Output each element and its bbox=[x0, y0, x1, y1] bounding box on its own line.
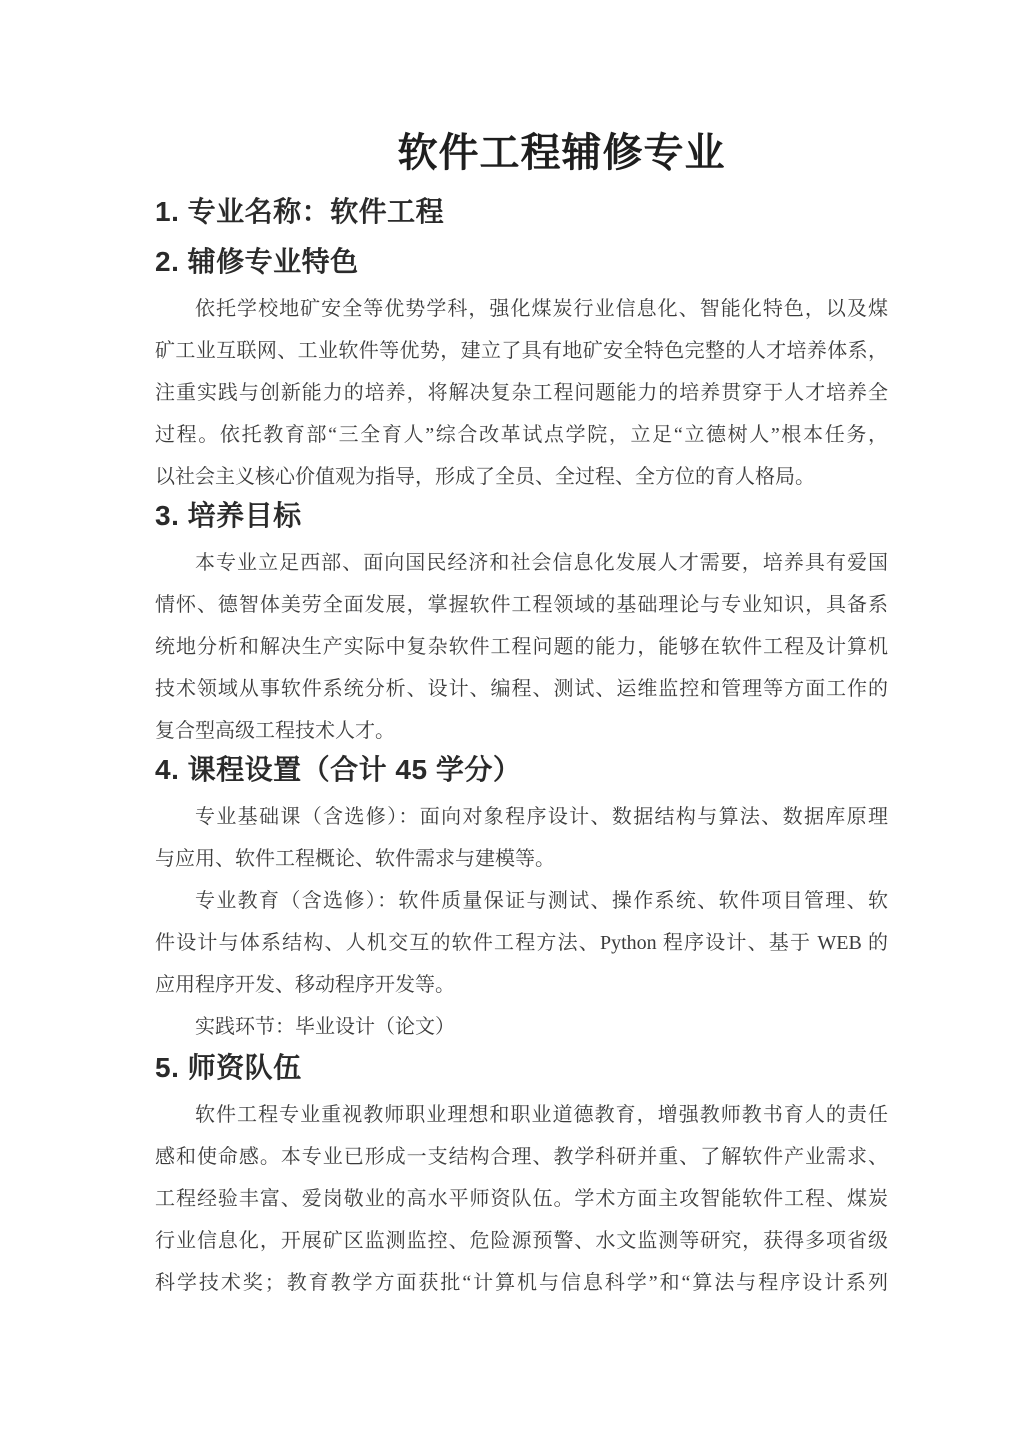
paragraph-line: 注重实践与创新能力的培养，将解决复杂工程问题能力的培养贯穿于人才培养全 bbox=[155, 382, 888, 404]
paragraph-faculty bbox=[155, 1094, 888, 1304]
paragraph-practice-segment bbox=[155, 1006, 888, 1048]
paragraph-line: 依托学校地矿安全等优势学科，强化煤炭行业信息化、智能化特色，以及煤 bbox=[195, 298, 888, 320]
paragraph-line: 软件工程专业重视教师职业理想和职业道德教育，增强教师教书育人的责任 bbox=[195, 1104, 888, 1126]
paragraph-line: 统地分析和解决生产实际中复杂软件工程问题的能力，能够在软件工程及计算机 bbox=[155, 636, 888, 658]
paragraph-line: 与应用、软件工程概论、软件需求与建模等。 bbox=[155, 848, 555, 870]
section-heading-major-name: 1. 专业名称：软件工程 bbox=[155, 196, 445, 227]
paragraph-line: 技术领域从事软件系统分析、设计、编程、测试、运维监控和管理等方面工作的 bbox=[155, 678, 888, 700]
paragraph-basic-courses bbox=[155, 796, 888, 880]
paragraph-line: 实践环节：毕业设计（论文） bbox=[195, 1016, 455, 1038]
paragraph-line: 专业教育（含选修）：软件质量保证与测试、操作系统、软件项目管理、软 bbox=[195, 890, 888, 912]
paragraph-line: 复合型高级工程技术人才。 bbox=[155, 720, 395, 742]
document-title: 软件工程辅修专业 bbox=[397, 131, 726, 175]
section-heading-curriculum: 4. 课程设置（合计 45 学分） bbox=[155, 754, 522, 785]
section-heading-training-goal: 3. 培养目标 bbox=[155, 500, 302, 531]
paragraph-training-goal bbox=[155, 542, 888, 752]
paragraph-major-education-courses bbox=[155, 880, 888, 1006]
paragraph-line: 矿工业互联网、工业软件等优势，建立了具有地矿安全特色完整的人才培养体系， bbox=[155, 340, 888, 362]
paragraph-line: 以社会主义核心价值观为指导，形成了全员、全过程、全方位的育人格局。 bbox=[155, 466, 815, 488]
paragraph-line: 感和使命感。本专业已形成一支结构合理、教学科研并重、了解软件产业需求、 bbox=[155, 1146, 888, 1168]
paragraph-line: 情怀、德智体美劳全面发展，掌握软件工程领域的基础理论与专业知识，具备系 bbox=[155, 594, 888, 616]
paragraph-line: 本专业立足西部、面向国民经济和社会信息化发展人才需要，培养具有爱国 bbox=[195, 552, 888, 574]
paragraph-line: 应用程序开发、移动程序开发等。 bbox=[155, 974, 455, 996]
paragraph-line: 件设计与体系结构、人机交互的软件工程方法、Python 程序设计、基于 WEB 的 bbox=[155, 932, 888, 954]
paragraph-line: 科学技术奖；教育教学方面获批“计算机与信息科学”和“算法与程序设计系列 bbox=[155, 1272, 888, 1294]
paragraph-minor-features bbox=[155, 288, 888, 498]
paragraph-line: 专业基础课（含选修）：面向对象程序设计、数据结构与算法、数据库原理 bbox=[195, 806, 888, 828]
paragraph-line: 工程经验丰富、爱岗敬业的高水平师资队伍。学术方面主攻智能软件工程、煤炭 bbox=[155, 1188, 888, 1210]
section-heading-minor-features: 2. 辅修专业特色 bbox=[155, 246, 359, 277]
paragraph-line: 过程。依托教育部“三全育人”综合改革试点学院，立足“立德树人”根本任务， bbox=[155, 424, 888, 446]
section-heading-faculty: 5. 师资队伍 bbox=[155, 1052, 302, 1083]
paragraph-line: 行业信息化，开展矿区监测监控、危险源预警、水文监测等研究，获得多项省级 bbox=[155, 1230, 888, 1252]
